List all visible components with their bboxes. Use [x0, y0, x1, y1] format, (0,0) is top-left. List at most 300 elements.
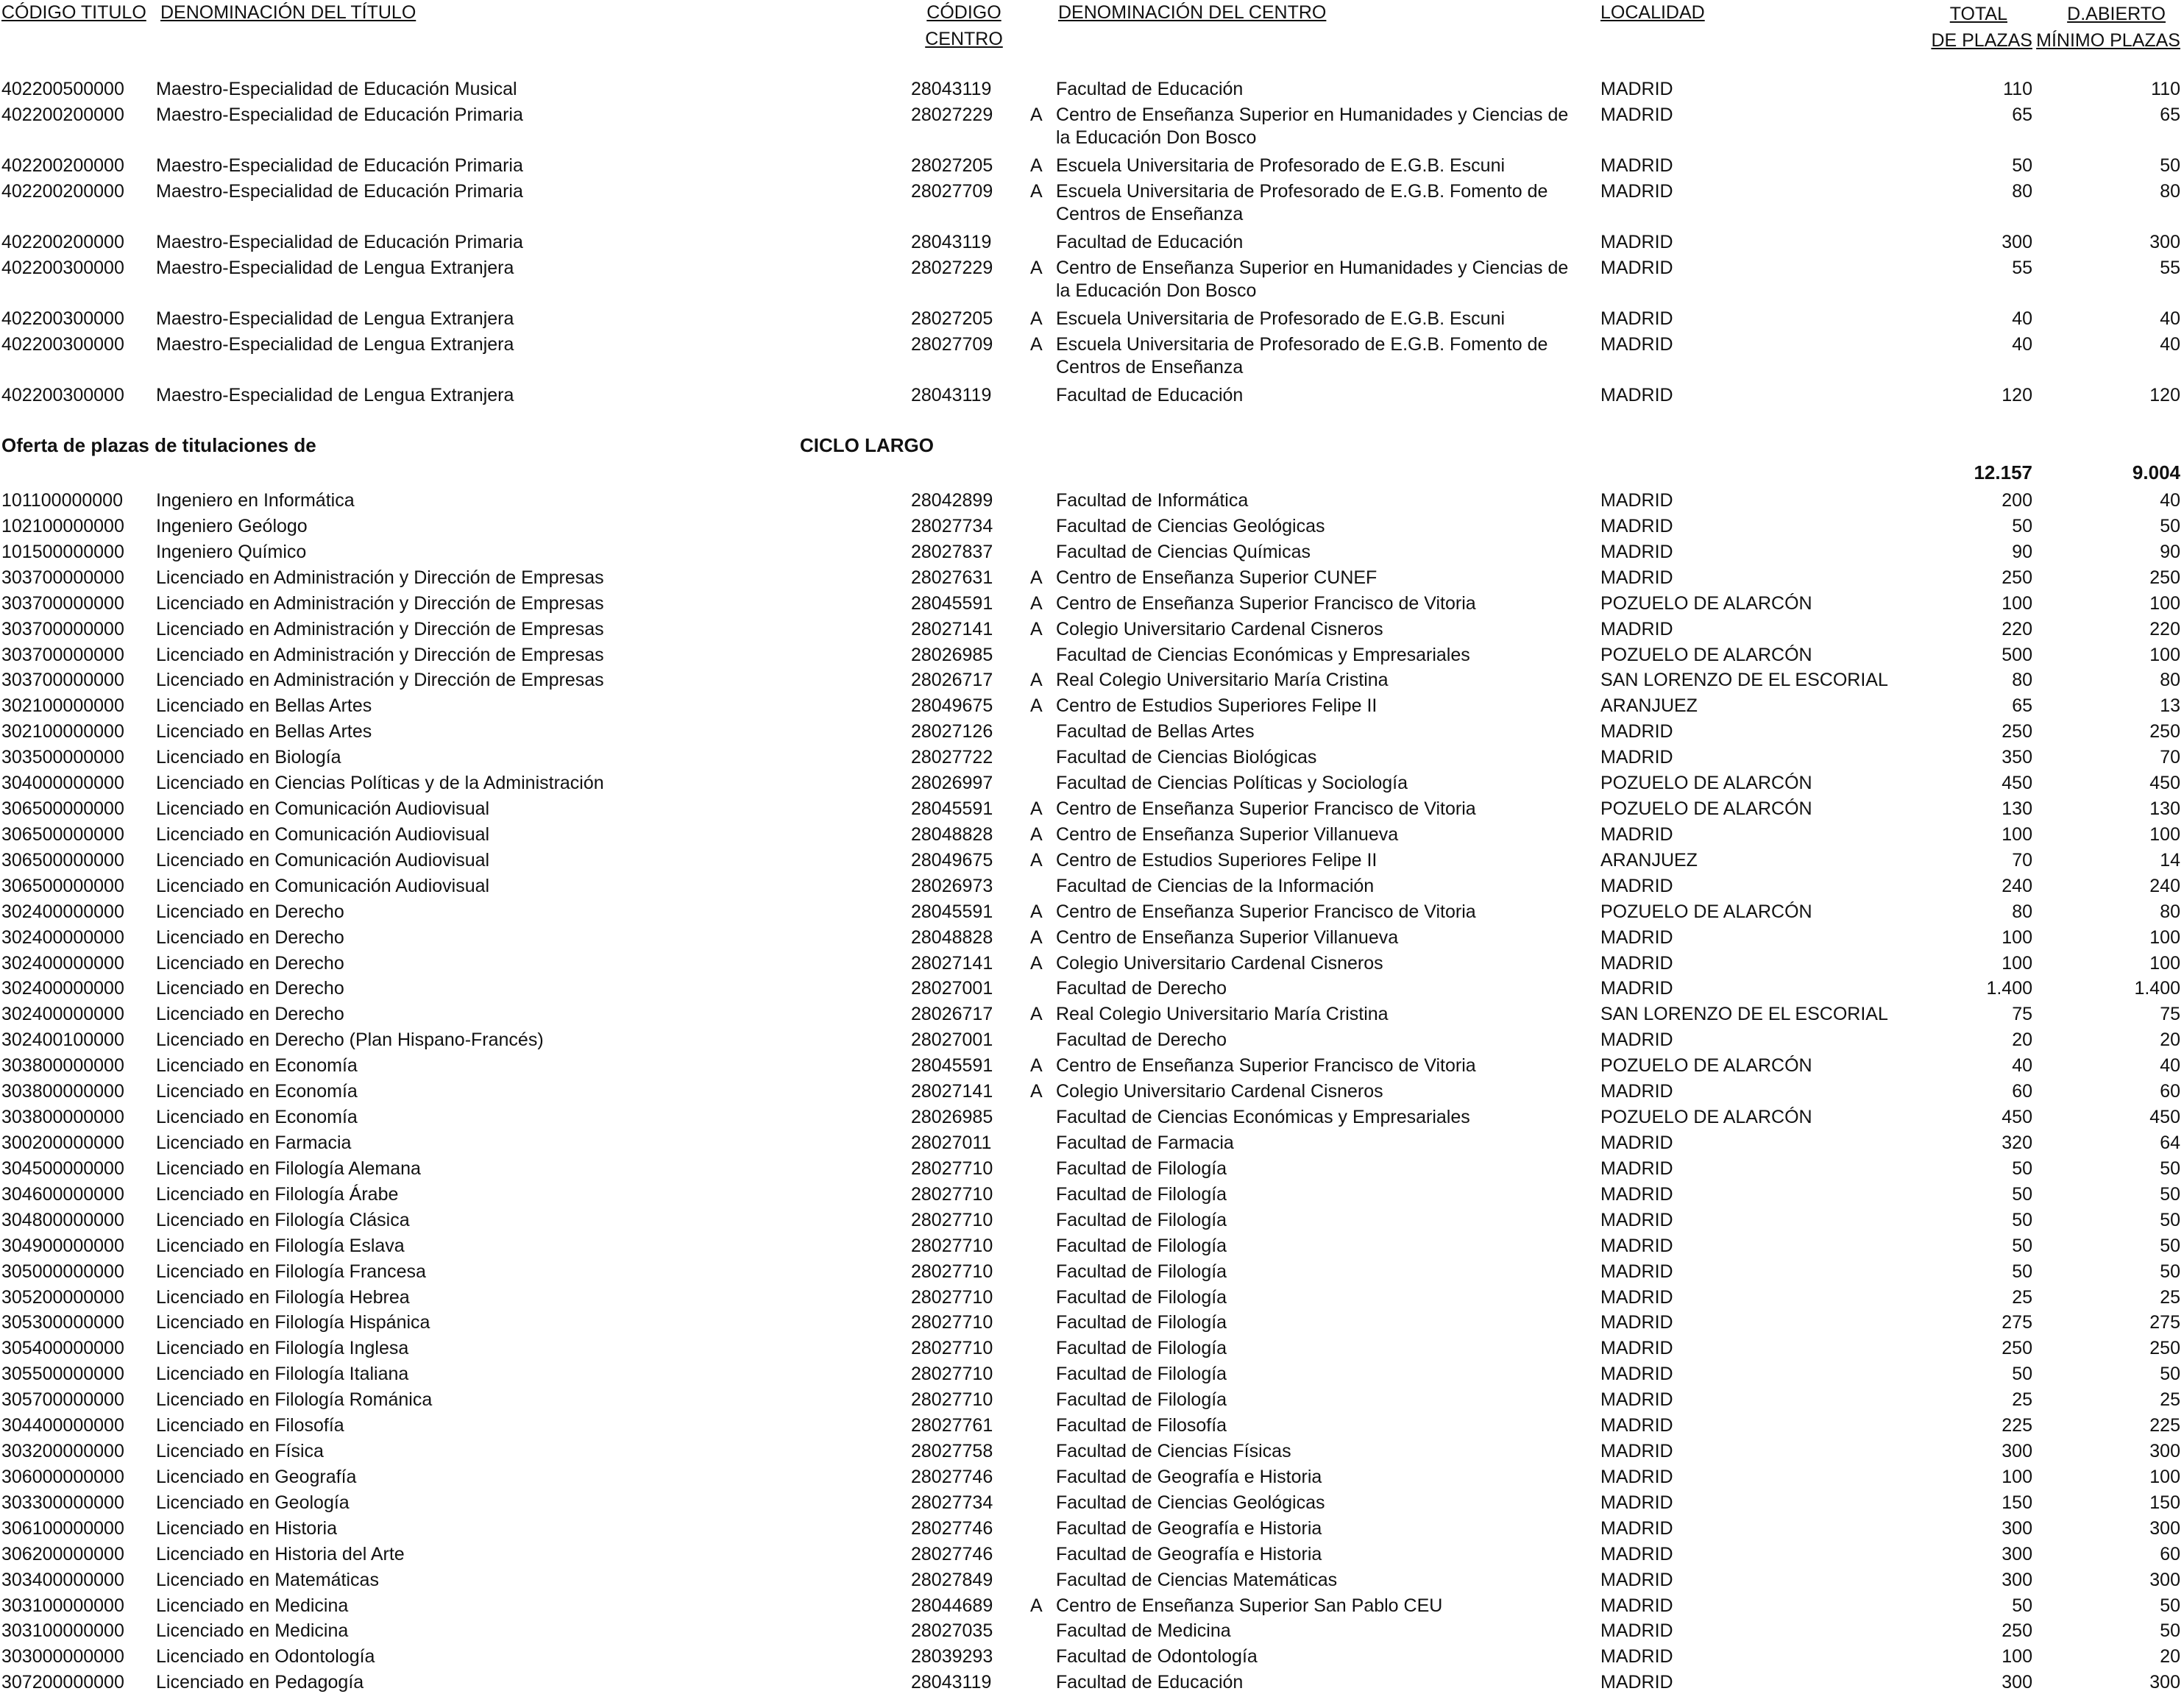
denominacion-centro: Facultad de Educación [1056, 1672, 1244, 1693]
total-plazas: 50 [2012, 515, 2032, 536]
denominacion-titulo: Licenciado en Administración y Dirección de Empresas [156, 670, 604, 691]
minimo-plazas: 300 [2149, 1672, 2180, 1693]
minimo-plazas: 50 [2160, 1209, 2180, 1230]
denominacion-centro: Real Colegio Universitario María Cristina [1056, 1004, 1389, 1025]
denominacion-centro: Facultad de Ciencias Matemáticas [1056, 1569, 1338, 1590]
minimo-plazas: 250 [2149, 567, 2180, 588]
minimo-plazas: 120 [2149, 385, 2180, 405]
codigo-centro: 28026717 [911, 1004, 993, 1025]
codigo-titulo: 402200300000 [1, 385, 124, 405]
codigo-titulo: 402200200000 [1, 155, 124, 176]
codigo-centro: 28027849 [911, 1569, 993, 1590]
localidad: POZUELO DE ALARCÓN [1600, 1107, 1812, 1128]
header-total-line2: DE PLAZAS [1931, 30, 2032, 51]
codigo-titulo: 303800000000 [1, 1081, 124, 1102]
total-plazas: 130 [2002, 798, 2032, 820]
denominacion-centro: Facultad de Ciencias Geológicas [1056, 515, 1325, 536]
total-plazas: 50 [2012, 1261, 2032, 1282]
total-plazas: 150 [2002, 1492, 2032, 1513]
localidad: MADRID [1600, 1338, 1673, 1359]
minimo-plazas: 100 [2149, 823, 2180, 845]
codigo-titulo: 402200300000 [1, 308, 124, 329]
codigo-centro: 28027011 [911, 1133, 992, 1153]
denominacion-titulo: Licenciado en Filología Eslava [156, 1235, 405, 1256]
header-dabierto-line1: D.ABIERTO [2067, 4, 2166, 24]
denominacion-centro: Centro de Enseñanza Superior Villanueva [1056, 823, 1399, 845]
localidad: MADRID [1600, 1415, 1673, 1436]
denominacion-titulo: Ingeniero en Informática [156, 490, 355, 511]
denominacion-titulo: Maestro-Especialidad de Lengua Extranjera [156, 334, 514, 355]
centro-type-mark: A [1030, 1081, 1043, 1102]
localidad: POZUELO DE ALARCÓN [1600, 1055, 1812, 1077]
codigo-centro: 28027141 [911, 1081, 993, 1102]
total-plazas: 450 [2002, 773, 2032, 794]
codigo-centro: 28027761 [911, 1415, 993, 1436]
codigo-titulo: 302400000000 [1, 952, 124, 974]
section-total-plazas: 12.157 [1974, 461, 2032, 483]
denominacion-titulo: Ingeniero Químico [156, 541, 307, 562]
minimo-plazas: 150 [2149, 1492, 2180, 1513]
minimo-plazas: 300 [2149, 1517, 2180, 1539]
total-plazas: 300 [2002, 1543, 2032, 1564]
codigo-titulo: 402200200000 [1, 104, 124, 125]
denominacion-centro: Facultad de Ciencias Químicas [1056, 541, 1311, 562]
minimo-plazas: 50 [2160, 1158, 2180, 1179]
localidad: POZUELO DE ALARCÓN [1600, 644, 1812, 665]
minimo-plazas: 40 [2160, 1055, 2180, 1077]
codigo-centro: 28045591 [911, 901, 993, 922]
centro-type-mark: A [1030, 155, 1043, 176]
codigo-titulo: 302400000000 [1, 926, 124, 948]
denominacion-titulo: Licenciado en Geología [156, 1492, 350, 1513]
codigo-centro: 28027710 [911, 1261, 993, 1282]
localidad: MADRID [1600, 1364, 1673, 1385]
localidad: MADRID [1600, 618, 1673, 639]
total-plazas: 250 [2002, 1338, 2032, 1359]
denominacion-centro: Facultad de Educación [1056, 79, 1244, 99]
centro-type-mark: A [1030, 1055, 1043, 1077]
codigo-titulo: 305500000000 [1, 1364, 124, 1385]
centro-type-mark: A [1030, 823, 1043, 845]
codigo-titulo: 304500000000 [1, 1158, 124, 1179]
localidad: SAN LORENZO DE EL ESCORIAL [1600, 670, 1888, 691]
total-plazas: 50 [2012, 1364, 2032, 1385]
codigo-centro: 28043119 [911, 232, 992, 252]
minimo-plazas: 300 [2149, 232, 2180, 252]
minimo-plazas: 450 [2149, 1107, 2180, 1128]
total-plazas: 250 [2002, 721, 2032, 743]
total-plazas: 50 [2012, 1183, 2032, 1205]
codigo-titulo: 303700000000 [1, 592, 124, 614]
total-plazas: 65 [2012, 695, 2032, 717]
denominacion-centro: Facultad de Informática [1056, 490, 1249, 511]
denominacion-centro: Facultad de Ciencias de la Información [1056, 875, 1375, 896]
denominacion-titulo: Licenciado en Derecho [156, 901, 344, 922]
minimo-plazas: 250 [2149, 721, 2180, 743]
minimo-plazas: 65 [2160, 104, 2180, 125]
codigo-centro: 28027710 [911, 1183, 993, 1205]
total-plazas: 500 [2002, 644, 2032, 665]
localidad: MADRID [1600, 334, 1673, 355]
minimo-plazas: 80 [2160, 181, 2180, 202]
denominacion-titulo: Licenciado en Filología Románica [156, 1389, 433, 1411]
total-plazas: 50 [2012, 1595, 2032, 1616]
minimo-plazas: 220 [2149, 618, 2180, 639]
codigo-titulo: 305200000000 [1, 1286, 124, 1308]
codigo-titulo: 302400000000 [1, 1004, 124, 1025]
codigo-centro: 28027205 [911, 155, 993, 176]
minimo-plazas: 20 [2160, 1646, 2180, 1668]
denominacion-titulo: Licenciado en Bellas Artes [156, 695, 372, 717]
total-plazas: 20 [2012, 1029, 2032, 1051]
codigo-centro: 28027710 [911, 1286, 993, 1308]
codigo-centro: 28027631 [911, 567, 993, 588]
codigo-centro: 28026717 [911, 670, 993, 691]
codigo-titulo: 306500000000 [1, 823, 124, 845]
codigo-centro: 28027126 [911, 721, 993, 743]
total-plazas: 40 [2012, 308, 2032, 329]
codigo-centro: 28027837 [911, 541, 993, 562]
total-plazas: 450 [2002, 1107, 2032, 1128]
denominacion-titulo: Licenciado en Administración y Dirección de Empresas [156, 592, 604, 614]
codigo-centro: 28027709 [911, 181, 993, 202]
centro-type-mark: A [1030, 104, 1043, 125]
localidad: MADRID [1600, 1620, 1673, 1642]
localidad: MADRID [1600, 1517, 1673, 1539]
total-plazas: 300 [2002, 232, 2032, 252]
codigo-centro: 28027229 [911, 104, 993, 125]
denominacion-titulo: Licenciado en Derecho [156, 978, 344, 999]
codigo-centro: 28027710 [911, 1209, 993, 1230]
localidad: ARANJUEZ [1600, 695, 1698, 717]
minimo-plazas: 100 [2149, 952, 2180, 974]
codigo-centro: 28027710 [911, 1338, 993, 1359]
codigo-centro: 28026985 [911, 1107, 993, 1128]
centro-type-mark: A [1030, 308, 1043, 329]
denominacion-titulo: Licenciado en Comunicación Audiovisual [156, 849, 490, 871]
total-plazas: 225 [2002, 1415, 2032, 1436]
minimo-plazas: 13 [2160, 695, 2180, 717]
denominacion-titulo: Maestro-Especialidad de Educación Primaria [156, 155, 523, 176]
codigo-centro: 28027710 [911, 1158, 993, 1179]
minimo-plazas: 300 [2149, 1569, 2180, 1590]
minimo-plazas: 20 [2160, 1029, 2180, 1051]
denominacion-titulo: Licenciado en Historia del Arte [156, 1543, 405, 1564]
codigo-centro: 28039293 [911, 1646, 993, 1668]
denominacion-titulo: Licenciado en Filología Inglesa [156, 1338, 409, 1359]
denominacion-centro: Centro de Estudios Superiores Felipe II [1056, 849, 1378, 871]
localidad: POZUELO DE ALARCÓN [1600, 901, 1812, 922]
centro-type-mark: A [1030, 618, 1043, 639]
total-plazas: 90 [2012, 541, 2032, 562]
localidad: MADRID [1600, 1466, 1673, 1487]
total-plazas: 300 [2002, 1569, 2032, 1590]
denominacion-titulo: Licenciado en Administración y Dirección de Empresas [156, 618, 604, 639]
denominacion-titulo: Licenciado en Filología Francesa [156, 1261, 426, 1282]
denominacion-titulo: Licenciado en Filología Clásica [156, 1209, 410, 1230]
denominacion-titulo: Licenciado en Economía [156, 1081, 358, 1102]
denominacion-centro: Centro de Enseñanza Superior Francisco de Vitoria [1056, 1055, 1476, 1077]
codigo-titulo: 402200300000 [1, 258, 124, 278]
codigo-titulo: 306500000000 [1, 875, 124, 896]
minimo-plazas: 275 [2149, 1312, 2180, 1333]
codigo-centro: 28027734 [911, 515, 993, 536]
denominacion-titulo: Licenciado en Medicina [156, 1620, 349, 1642]
denominacion-centro: Facultad de Ciencias Geológicas [1056, 1492, 1325, 1513]
denominacion-titulo: Licenciado en Economía [156, 1055, 358, 1077]
denominacion-centro: Centro de Enseñanza Superior Francisco de Vitoria [1056, 798, 1476, 820]
denominacion-titulo: Maestro-Especialidad de Educación Primaria [156, 181, 523, 202]
codigo-centro: 28027229 [911, 258, 993, 278]
codigo-centro: 28027710 [911, 1235, 993, 1256]
minimo-plazas: 90 [2160, 541, 2180, 562]
denominacion-centro: Centro de Enseñanza Superior en Humanidades y Ciencias de la Educación Don Bosco [1056, 258, 1569, 301]
minimo-plazas: 50 [2160, 1183, 2180, 1205]
centro-type-mark: A [1030, 258, 1043, 278]
denominacion-titulo: Licenciado en Comunicación Audiovisual [156, 798, 490, 820]
denominacion-titulo: Licenciado en Filología Hispánica [156, 1312, 430, 1333]
denominacion-centro: Facultad de Filología [1056, 1389, 1227, 1411]
centro-type-mark: A [1030, 1595, 1043, 1616]
minimo-plazas: 100 [2149, 926, 2180, 948]
denominacion-centro: Facultad de Odontología [1056, 1646, 1258, 1668]
section-total-minimo: 9.004 [2132, 461, 2180, 483]
codigo-titulo: 306000000000 [1, 1466, 124, 1487]
denominacion-centro: Colegio Universitario Cardenal Cisneros [1056, 952, 1383, 974]
codigo-centro: 28026997 [911, 773, 993, 794]
total-plazas: 320 [2002, 1133, 2032, 1153]
total-plazas: 220 [2002, 618, 2032, 639]
localidad: MADRID [1600, 79, 1673, 99]
minimo-plazas: 60 [2160, 1081, 2180, 1102]
codigo-titulo: 303700000000 [1, 670, 124, 691]
total-plazas: 80 [2012, 901, 2032, 922]
denominacion-titulo: Licenciado en Filosofía [156, 1415, 344, 1436]
denominacion-titulo: Licenciado en Pedagogía [156, 1672, 364, 1693]
minimo-plazas: 80 [2160, 901, 2180, 922]
total-plazas: 100 [2002, 926, 2032, 948]
minimo-plazas: 40 [2160, 308, 2180, 329]
header-total-line1: TOTAL [1949, 4, 2007, 24]
codigo-titulo: 304900000000 [1, 1235, 124, 1256]
denominacion-centro: Escuela Universitaria de Profesorado de E.G.B. Escuni [1056, 308, 1506, 329]
codigo-centro: 28027001 [911, 1029, 993, 1051]
codigo-centro: 28026973 [911, 875, 993, 896]
minimo-plazas: 25 [2160, 1389, 2180, 1411]
denominacion-titulo: Licenciado en Geografía [156, 1466, 357, 1487]
localidad: MADRID [1600, 1672, 1673, 1693]
codigo-titulo: 305000000000 [1, 1261, 124, 1282]
centro-type-mark: A [1030, 1004, 1043, 1025]
centro-type-mark: A [1030, 567, 1043, 588]
minimo-plazas: 100 [2149, 1466, 2180, 1487]
denominacion-titulo: Licenciado en Administración y Dirección de Empresas [156, 567, 604, 588]
codigo-titulo: 303700000000 [1, 567, 124, 588]
denominacion-titulo: Licenciado en Historia [156, 1517, 337, 1539]
minimo-plazas: 40 [2160, 490, 2180, 511]
minimo-plazas: 110 [2151, 79, 2180, 99]
denominacion-titulo: Licenciado en Física [156, 1441, 324, 1462]
denominacion-centro: Facultad de Filología [1056, 1338, 1227, 1359]
localidad: MADRID [1600, 155, 1673, 176]
codigo-centro: 28044689 [911, 1595, 993, 1616]
total-plazas: 300 [2002, 1441, 2032, 1462]
centro-type-mark: A [1030, 181, 1043, 202]
minimo-plazas: 70 [2160, 747, 2180, 768]
minimo-plazas: 240 [2149, 875, 2180, 896]
denominacion-titulo: Licenciado en Bellas Artes [156, 721, 372, 743]
minimo-plazas: 250 [2149, 1338, 2180, 1359]
codigo-titulo: 302100000000 [1, 721, 124, 743]
denominacion-centro: Facultad de Geografía e Historia [1056, 1517, 1322, 1539]
codigo-centro: 28043119 [911, 1672, 992, 1693]
codigo-centro: 28049675 [911, 849, 993, 871]
denominacion-titulo: Licenciado en Filología Alemana [156, 1158, 421, 1179]
denominacion-titulo: Licenciado en Odontología [156, 1646, 375, 1668]
header-localidad: LOCALIDAD [1600, 2, 1705, 23]
codigo-titulo: 402200200000 [1, 181, 124, 202]
minimo-plazas: 50 [2160, 515, 2180, 536]
denominacion-titulo: Licenciado en Derecho [156, 952, 344, 974]
centro-type-mark: A [1030, 334, 1043, 355]
total-plazas: 100 [2002, 823, 2032, 845]
total-plazas: 250 [2002, 1620, 2032, 1642]
denominacion-titulo: Licenciado en Derecho [156, 926, 344, 948]
localidad: MADRID [1600, 104, 1673, 125]
centro-type-mark: A [1030, 695, 1043, 717]
codigo-titulo: 305700000000 [1, 1389, 124, 1411]
denominacion-titulo: Maestro-Especialidad de Lengua Extranjera [156, 385, 514, 405]
minimo-plazas: 130 [2149, 798, 2180, 820]
codigo-titulo: 302400100000 [1, 1029, 124, 1051]
codigo-titulo: 306500000000 [1, 849, 124, 871]
localidad: MADRID [1600, 978, 1673, 999]
codigo-titulo: 304800000000 [1, 1209, 124, 1230]
denominacion-centro: Facultad de Filología [1056, 1158, 1227, 1179]
denominacion-centro: Facultad de Geografía e Historia [1056, 1466, 1322, 1487]
denominacion-centro: Facultad de Filología [1056, 1312, 1227, 1333]
denominacion-centro: Facultad de Bellas Artes [1056, 721, 1255, 743]
total-plazas: 50 [2012, 1235, 2032, 1256]
codigo-centro: 28043119 [911, 385, 992, 405]
codigo-titulo: 101500000000 [1, 541, 124, 562]
total-plazas: 50 [2012, 1209, 2032, 1230]
header-codigo-titulo: CÓDIGO TITULO [1, 2, 146, 23]
localidad: MADRID [1600, 1492, 1673, 1513]
total-plazas: 275 [2002, 1312, 2032, 1333]
codigo-titulo: 300200000000 [1, 1133, 124, 1153]
codigo-centro: 28027746 [911, 1466, 993, 1487]
localidad: MADRID [1600, 1235, 1673, 1256]
total-plazas: 100 [2002, 1646, 2032, 1668]
denominacion-centro: Facultad de Ciencias Físicas [1056, 1441, 1291, 1462]
localidad: MADRID [1600, 1646, 1673, 1668]
localidad: MADRID [1600, 1183, 1673, 1205]
denominacion-titulo: Maestro-Especialidad de Lengua Extranjera [156, 308, 514, 329]
denominacion-centro: Facultad de Filología [1056, 1286, 1227, 1308]
codigo-centro: 28045591 [911, 798, 993, 820]
codigo-titulo: 303700000000 [1, 644, 124, 665]
codigo-centro: 28048828 [911, 823, 993, 845]
localidad: MADRID [1600, 308, 1673, 329]
denominacion-titulo: Licenciado en Medicina [156, 1595, 349, 1616]
codigo-titulo: 305300000000 [1, 1312, 124, 1333]
minimo-plazas: 300 [2149, 1441, 2180, 1462]
localidad: MADRID [1600, 181, 1673, 202]
codigo-titulo: 402200300000 [1, 334, 124, 355]
minimo-plazas: 55 [2160, 258, 2180, 278]
denominacion-centro: Escuela Universitaria de Profesorado de E.G.B. Fomento de Centros de Enseñanza [1056, 181, 1548, 224]
localidad: MADRID [1600, 541, 1673, 562]
localidad: MADRID [1600, 952, 1673, 974]
localidad: MADRID [1600, 1441, 1673, 1462]
codigo-titulo: 303400000000 [1, 1569, 124, 1590]
centro-type-mark: A [1030, 798, 1043, 820]
minimo-plazas: 64 [2160, 1133, 2180, 1153]
denominacion-titulo: Licenciado en Filología Hebrea [156, 1286, 410, 1308]
codigo-titulo: 302400000000 [1, 901, 124, 922]
localidad: MADRID [1600, 1595, 1673, 1616]
denominacion-titulo: Maestro-Especialidad de Lengua Extranjera [156, 258, 514, 278]
total-plazas: 25 [2012, 1389, 2032, 1411]
header-denominacion-centro: DENOMINACIÓN DEL CENTRO [1058, 2, 1327, 23]
denominacion-centro: Facultad de Ciencias Políticas y Sociología [1056, 773, 1408, 794]
denominacion-centro: Facultad de Ciencias Biológicas [1056, 747, 1317, 768]
denominacion-centro: Centro de Enseñanza Superior San Pablo CEU [1056, 1595, 1443, 1616]
header-dabierto-line2: MÍNIMO PLAZAS [2036, 30, 2180, 51]
denominacion-centro: Facultad de Farmacia [1056, 1133, 1234, 1153]
localidad: MADRID [1600, 747, 1673, 768]
minimo-plazas: 50 [2160, 1261, 2180, 1282]
denominacion-centro: Facultad de Filología [1056, 1235, 1227, 1256]
total-plazas: 100 [2002, 952, 2032, 974]
denominacion-centro: Colegio Universitario Cardenal Cisneros [1056, 1081, 1383, 1102]
localidad: MADRID [1600, 1261, 1673, 1282]
header-codigo-centro-line2: CENTRO [925, 29, 1003, 49]
codigo-centro: 28027141 [911, 618, 993, 639]
codigo-titulo: 306200000000 [1, 1543, 124, 1564]
denominacion-centro: Facultad de Filosofía [1056, 1415, 1227, 1436]
total-plazas: 50 [2012, 1158, 2032, 1179]
denominacion-centro: Facultad de Educación [1056, 385, 1244, 405]
total-plazas: 40 [2012, 1055, 2032, 1077]
denominacion-centro: Facultad de Filología [1056, 1183, 1227, 1205]
denominacion-centro: Facultad de Medicina [1056, 1620, 1231, 1642]
total-plazas: 70 [2012, 849, 2032, 871]
total-plazas: 40 [2012, 334, 2032, 355]
localidad: MADRID [1600, 926, 1673, 948]
denominacion-centro: Facultad de Filología [1056, 1364, 1227, 1385]
localidad: MADRID [1600, 1081, 1673, 1102]
minimo-plazas: 25 [2160, 1286, 2180, 1308]
localidad: MADRID [1600, 1543, 1673, 1564]
total-plazas: 240 [2002, 875, 2032, 896]
minimo-plazas: 100 [2149, 592, 2180, 614]
codigo-centro: 28027734 [911, 1492, 993, 1513]
localidad: MADRID [1600, 1312, 1673, 1333]
total-plazas: 65 [2012, 104, 2032, 125]
localidad: MADRID [1600, 721, 1673, 743]
localidad: POZUELO DE ALARCÓN [1600, 592, 1812, 614]
codigo-titulo: 302100000000 [1, 695, 124, 717]
total-plazas: 300 [2002, 1672, 2032, 1693]
denominacion-titulo: Licenciado en Economía [156, 1107, 358, 1128]
denominacion-titulo: Licenciado en Filología Árabe [156, 1183, 399, 1205]
total-plazas: 300 [2002, 1517, 2032, 1539]
denominacion-titulo: Ingeniero Geólogo [156, 515, 308, 536]
denominacion-titulo: Maestro-Especialidad de Educación Primaria [156, 104, 523, 125]
minimo-plazas: 50 [2160, 1620, 2180, 1642]
